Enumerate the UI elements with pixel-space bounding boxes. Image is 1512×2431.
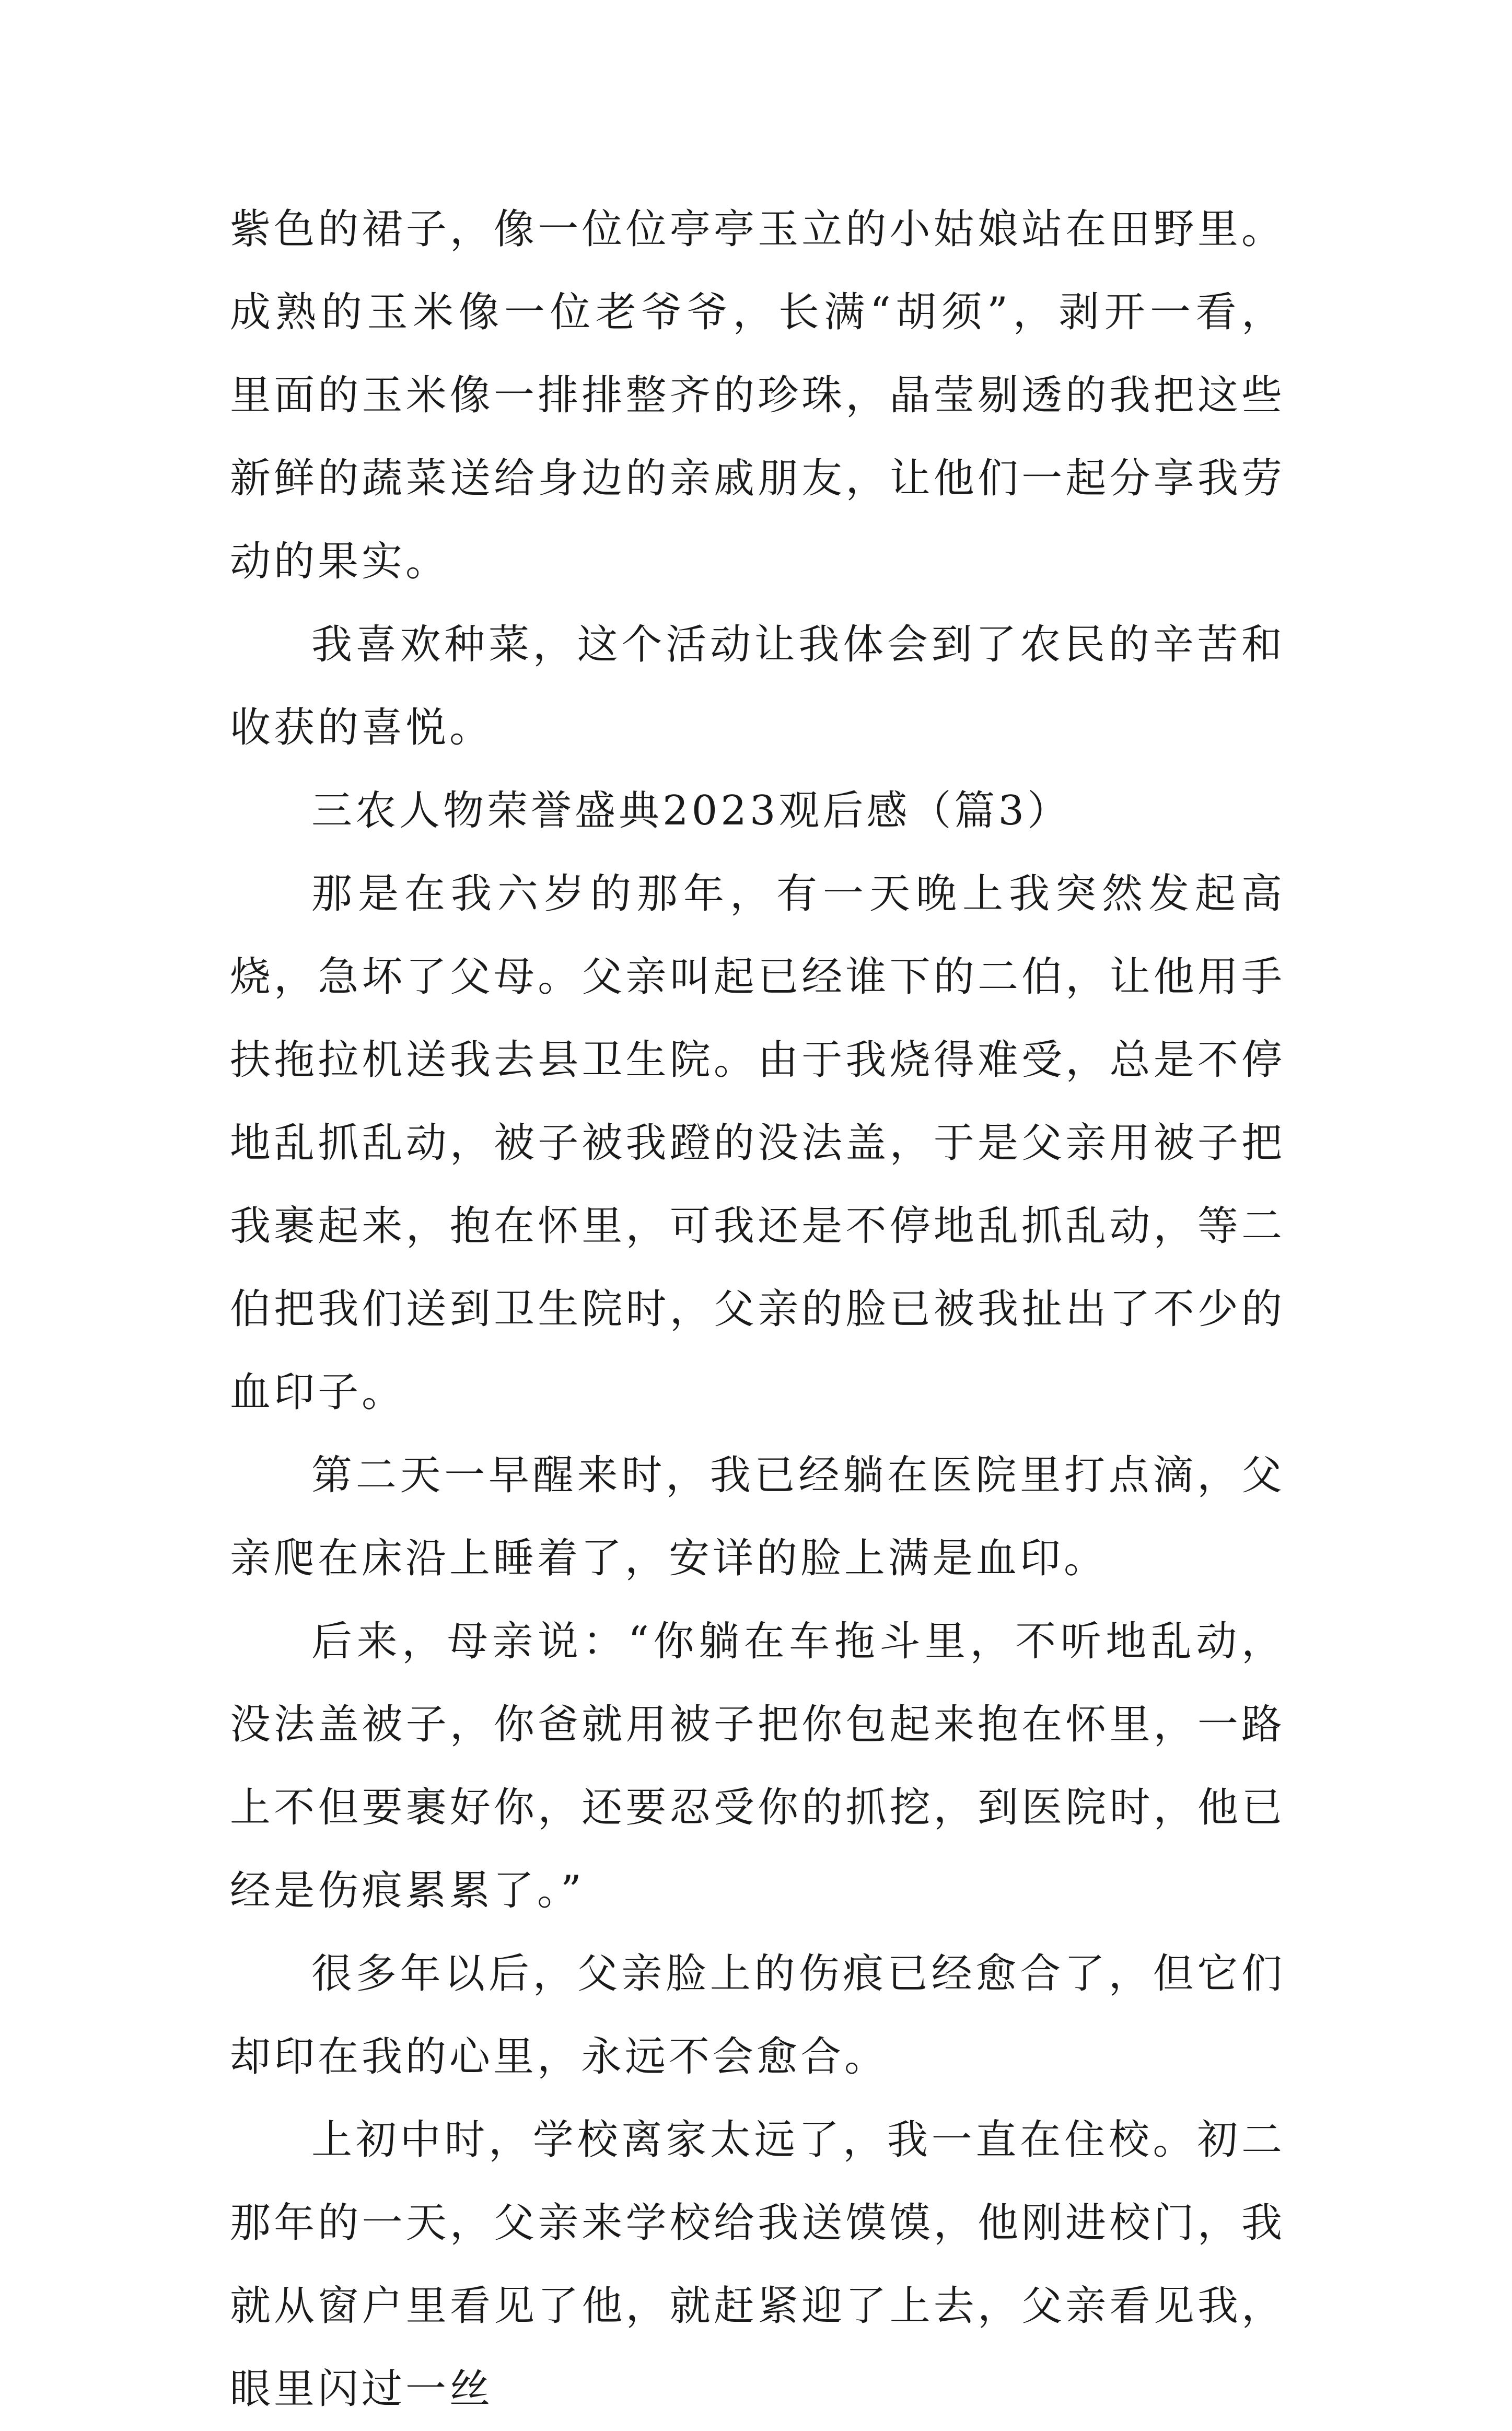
paragraph: 上初中时，学校离家太远了，我一直在住校。初二那年的一天，父亲来学校给我送馍馍，他刚进校门，我就从窗户里看见了他，就赶紧迎了上去，父亲看见我，眼里闪过一丝 xyxy=(230,2116,1285,2413)
paragraph: 那是在我六岁的那年，有一天晚上我突然发起高烧，急坏了父母。父亲叫起已经谁下的二伯，让他用手扶拖拉机送我去县卫生院。由于我烧得难受，总是不停地乱抓乱动，被子被我蹬的没法盖，于是父亲用被子把我裹起来，抱在怀里，可我还是不停地乱抓乱动，等二伯把我们送到卫生院时，父亲的脸已被我扯出了不少的血印子。 xyxy=(230,870,1285,1416)
paragraph-continuation: 紫色的裙子，像一位位亭亭玉立的小姑娘站在田野里。成熟的玉米像一位老爷爷，长满“胡须”，剥开一看，里面的玉米像一排排整齐的珍珠，晶莹剔透的我把这些新鲜的蔬菜送给身边的亲戚朋友，让他们一起分享我劳动的果实。 xyxy=(230,206,1285,585)
body-text xyxy=(230,188,1285,2431)
paragraph: 我喜欢种菜，这个活动让我体会到了农民的辛苦和收获的喜悦。 xyxy=(230,621,1285,751)
section-heading: 三农人物荣誉盛典2023观后感（篇3） xyxy=(311,787,1072,834)
paragraph: 第二天一早醒来时，我已经躺在医院里打点滴，父亲爬在床沿上睡着了，安详的脸上满是血印。 xyxy=(230,1452,1285,1582)
paragraph: 很多年以后，父亲脸上的伤痕已经愈合了，但它们却印在我的心里，永远不会愈合。 xyxy=(230,1950,1285,2080)
paragraph: 后来，母亲说：“你躺在车拖斗里，不听地乱动，没法盖被子，你爸就用被子把你包起来抱在怀里，一路上不但要裹好你，还要忍受你的抓挖，到医院时，他已经是伤痕累累了。” xyxy=(230,1618,1285,1914)
